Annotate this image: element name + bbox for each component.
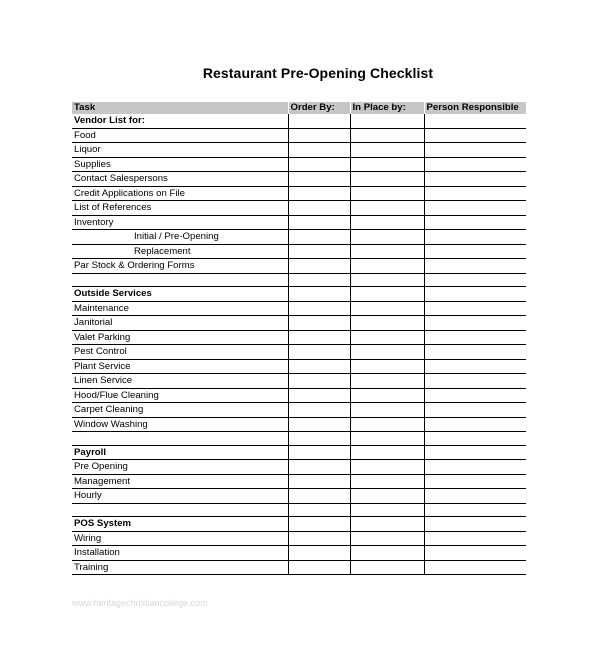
table-row — [72, 215, 526, 230]
task-cell: Pest Control — [72, 345, 288, 360]
order-by-cell[interactable] — [288, 259, 350, 274]
task-cell: Plant Service — [72, 359, 288, 374]
in-place-by-cell[interactable] — [350, 359, 424, 374]
table-row — [72, 172, 526, 187]
in-place-by-cell[interactable] — [350, 201, 424, 216]
order-by-cell[interactable] — [288, 560, 350, 575]
in-place-by-cell[interactable] — [350, 489, 424, 504]
person-responsible-cell[interactable] — [424, 287, 526, 302]
order-by-cell[interactable] — [288, 186, 350, 201]
table-row — [72, 503, 526, 517]
person-responsible-cell[interactable] — [424, 345, 526, 360]
table-row — [72, 143, 526, 158]
in-place-by-cell[interactable] — [350, 172, 424, 187]
in-place-by-cell[interactable] — [350, 244, 424, 259]
person-responsible-cell[interactable] — [424, 417, 526, 432]
order-by-cell[interactable] — [288, 114, 350, 128]
order-by-cell[interactable] — [288, 388, 350, 403]
in-place-by-cell[interactable] — [350, 157, 424, 172]
table-row — [72, 403, 526, 418]
person-responsible-cell[interactable] — [424, 143, 526, 158]
order-by-cell[interactable] — [288, 316, 350, 331]
order-by-cell[interactable] — [288, 143, 350, 158]
in-place-by-cell[interactable] — [350, 301, 424, 316]
person-responsible-cell[interactable] — [424, 474, 526, 489]
header-row — [72, 102, 526, 114]
task-cell — [72, 503, 288, 517]
task-cell: Janitorial — [72, 316, 288, 331]
table-row — [72, 460, 526, 475]
task-cell — [72, 432, 288, 446]
order-by-cell[interactable] — [288, 215, 350, 230]
task-cell: Contact Salespersons — [72, 172, 288, 187]
person-responsible-cell[interactable] — [424, 215, 526, 230]
order-by-cell[interactable] — [288, 374, 350, 389]
header-task: Task — [72, 102, 288, 114]
checklist-table — [72, 102, 527, 575]
in-place-by-cell[interactable] — [350, 546, 424, 561]
in-place-by-cell[interactable] — [350, 403, 424, 418]
in-place-by-cell[interactable] — [350, 114, 424, 128]
person-responsible-cell[interactable] — [424, 128, 526, 143]
table-row — [72, 517, 526, 532]
person-responsible-cell[interactable] — [424, 172, 526, 187]
in-place-by-cell[interactable] — [350, 215, 424, 230]
table-row — [72, 230, 526, 245]
person-responsible-cell[interactable] — [424, 359, 526, 374]
task-cell: Management — [72, 474, 288, 489]
person-responsible-cell[interactable] — [424, 374, 526, 389]
task-cell: Inventory — [72, 215, 288, 230]
in-place-by-cell[interactable] — [350, 560, 424, 575]
person-responsible-cell[interactable] — [424, 560, 526, 575]
task-cell: Training — [72, 560, 288, 575]
task-cell: Vendor List for: — [72, 114, 288, 128]
in-place-by-cell[interactable] — [350, 388, 424, 403]
person-responsible-cell[interactable] — [424, 230, 526, 245]
in-place-by-cell[interactable] — [350, 517, 424, 532]
person-responsible-cell[interactable] — [424, 403, 526, 418]
table-row — [72, 316, 526, 331]
task-cell: Carpet Cleaning — [72, 403, 288, 418]
in-place-by-cell[interactable] — [350, 417, 424, 432]
in-place-by-cell[interactable] — [350, 316, 424, 331]
table-row — [72, 114, 526, 128]
in-place-by-cell[interactable] — [350, 143, 424, 158]
table-row — [72, 359, 526, 374]
task-cell: Window Washing — [72, 417, 288, 432]
in-place-by-cell[interactable] — [350, 128, 424, 143]
table-row — [72, 560, 526, 575]
task-cell: Valet Parking — [72, 330, 288, 345]
order-by-cell[interactable] — [288, 273, 350, 287]
person-responsible-cell[interactable] — [424, 388, 526, 403]
table-row — [72, 531, 526, 546]
in-place-by-cell[interactable] — [350, 432, 424, 446]
table-row — [72, 186, 526, 201]
watermark-text: www.heritagechristiancollege.com — [72, 598, 208, 608]
person-responsible-cell[interactable] — [424, 157, 526, 172]
in-place-by-cell[interactable] — [350, 503, 424, 517]
order-by-cell[interactable] — [288, 201, 350, 216]
order-by-cell[interactable] — [288, 445, 350, 460]
table-row — [72, 244, 526, 259]
table-row — [72, 301, 526, 316]
task-cell: Par Stock & Ordering Forms — [72, 259, 288, 274]
order-by-cell[interactable] — [288, 489, 350, 504]
table-row — [72, 546, 526, 561]
task-cell: POS System — [72, 517, 288, 532]
table-row — [72, 417, 526, 432]
in-place-by-cell[interactable] — [350, 374, 424, 389]
table-row — [72, 345, 526, 360]
order-by-cell[interactable] — [288, 157, 350, 172]
person-responsible-cell[interactable] — [424, 531, 526, 546]
order-by-cell[interactable] — [288, 244, 350, 259]
in-place-by-cell[interactable] — [350, 445, 424, 460]
task-cell: Food — [72, 128, 288, 143]
task-cell: Installation — [72, 546, 288, 561]
table-row — [72, 201, 526, 216]
person-responsible-cell[interactable] — [424, 546, 526, 561]
task-cell: Liquor — [72, 143, 288, 158]
table-row — [72, 489, 526, 504]
task-cell: Initial / Pre-Opening — [72, 230, 288, 245]
in-place-by-cell[interactable] — [350, 330, 424, 345]
order-by-cell[interactable] — [288, 287, 350, 302]
table-row — [72, 157, 526, 172]
in-place-by-cell[interactable] — [350, 230, 424, 245]
in-place-by-cell[interactable] — [350, 273, 424, 287]
task-cell: Wiring — [72, 531, 288, 546]
task-cell: Linen Service — [72, 374, 288, 389]
header-person-responsible: Person Responsible — [424, 102, 526, 114]
header-in-place-by: In Place by: — [350, 102, 424, 114]
table-row — [72, 330, 526, 345]
task-cell: Maintenance — [72, 301, 288, 316]
in-place-by-cell[interactable] — [350, 287, 424, 302]
order-by-cell[interactable] — [288, 432, 350, 446]
table-row — [72, 445, 526, 460]
table-row — [72, 374, 526, 389]
in-place-by-cell[interactable] — [350, 474, 424, 489]
in-place-by-cell[interactable] — [350, 259, 424, 274]
task-cell: List of References — [72, 201, 288, 216]
order-by-cell[interactable] — [288, 517, 350, 532]
order-by-cell[interactable] — [288, 345, 350, 360]
task-cell: Hood/Flue Cleaning — [72, 388, 288, 403]
order-by-cell[interactable] — [288, 230, 350, 245]
header-order-by: Order By: — [288, 102, 350, 114]
order-by-cell[interactable] — [288, 359, 350, 374]
order-by-cell[interactable] — [288, 172, 350, 187]
order-by-cell[interactable] — [288, 474, 350, 489]
table-row — [72, 432, 526, 446]
in-place-by-cell[interactable] — [350, 460, 424, 475]
table-row — [72, 474, 526, 489]
document-title: Restaurant Pre-Opening Checklist — [202, 65, 434, 81]
person-responsible-cell[interactable] — [424, 460, 526, 475]
person-responsible-cell[interactable] — [424, 273, 526, 287]
in-place-by-cell[interactable] — [350, 345, 424, 360]
order-by-cell[interactable] — [288, 531, 350, 546]
order-by-cell[interactable] — [288, 417, 350, 432]
person-responsible-cell[interactable] — [424, 503, 526, 517]
table-row — [72, 259, 526, 274]
task-cell: Pre Opening — [72, 460, 288, 475]
person-responsible-cell[interactable] — [424, 489, 526, 504]
person-responsible-cell[interactable] — [424, 432, 526, 446]
task-cell: Outside Services — [72, 287, 288, 302]
order-by-cell[interactable] — [288, 546, 350, 561]
order-by-cell[interactable] — [288, 128, 350, 143]
person-responsible-cell[interactable] — [424, 201, 526, 216]
in-place-by-cell[interactable] — [350, 531, 424, 546]
person-responsible-cell[interactable] — [424, 259, 526, 274]
task-cell — [72, 273, 288, 287]
person-responsible-cell[interactable] — [424, 186, 526, 201]
order-by-cell[interactable] — [288, 503, 350, 517]
person-responsible-cell[interactable] — [424, 114, 526, 128]
task-cell: Supplies — [72, 157, 288, 172]
order-by-cell[interactable] — [288, 330, 350, 345]
table-row — [72, 287, 526, 302]
order-by-cell[interactable] — [288, 460, 350, 475]
task-cell: Credit Applications on File — [72, 186, 288, 201]
table-row — [72, 388, 526, 403]
checklist-body — [72, 114, 526, 575]
order-by-cell[interactable] — [288, 403, 350, 418]
table-row — [72, 128, 526, 143]
task-cell: Hourly — [72, 489, 288, 504]
in-place-by-cell[interactable] — [350, 186, 424, 201]
person-responsible-cell[interactable] — [424, 244, 526, 259]
person-responsible-cell[interactable] — [424, 517, 526, 532]
order-by-cell[interactable] — [288, 301, 350, 316]
person-responsible-cell[interactable] — [424, 301, 526, 316]
table-row — [72, 273, 526, 287]
task-cell: Payroll — [72, 445, 288, 460]
person-responsible-cell[interactable] — [424, 330, 526, 345]
task-cell: Replacement — [72, 244, 288, 259]
person-responsible-cell[interactable] — [424, 445, 526, 460]
person-responsible-cell[interactable] — [424, 316, 526, 331]
